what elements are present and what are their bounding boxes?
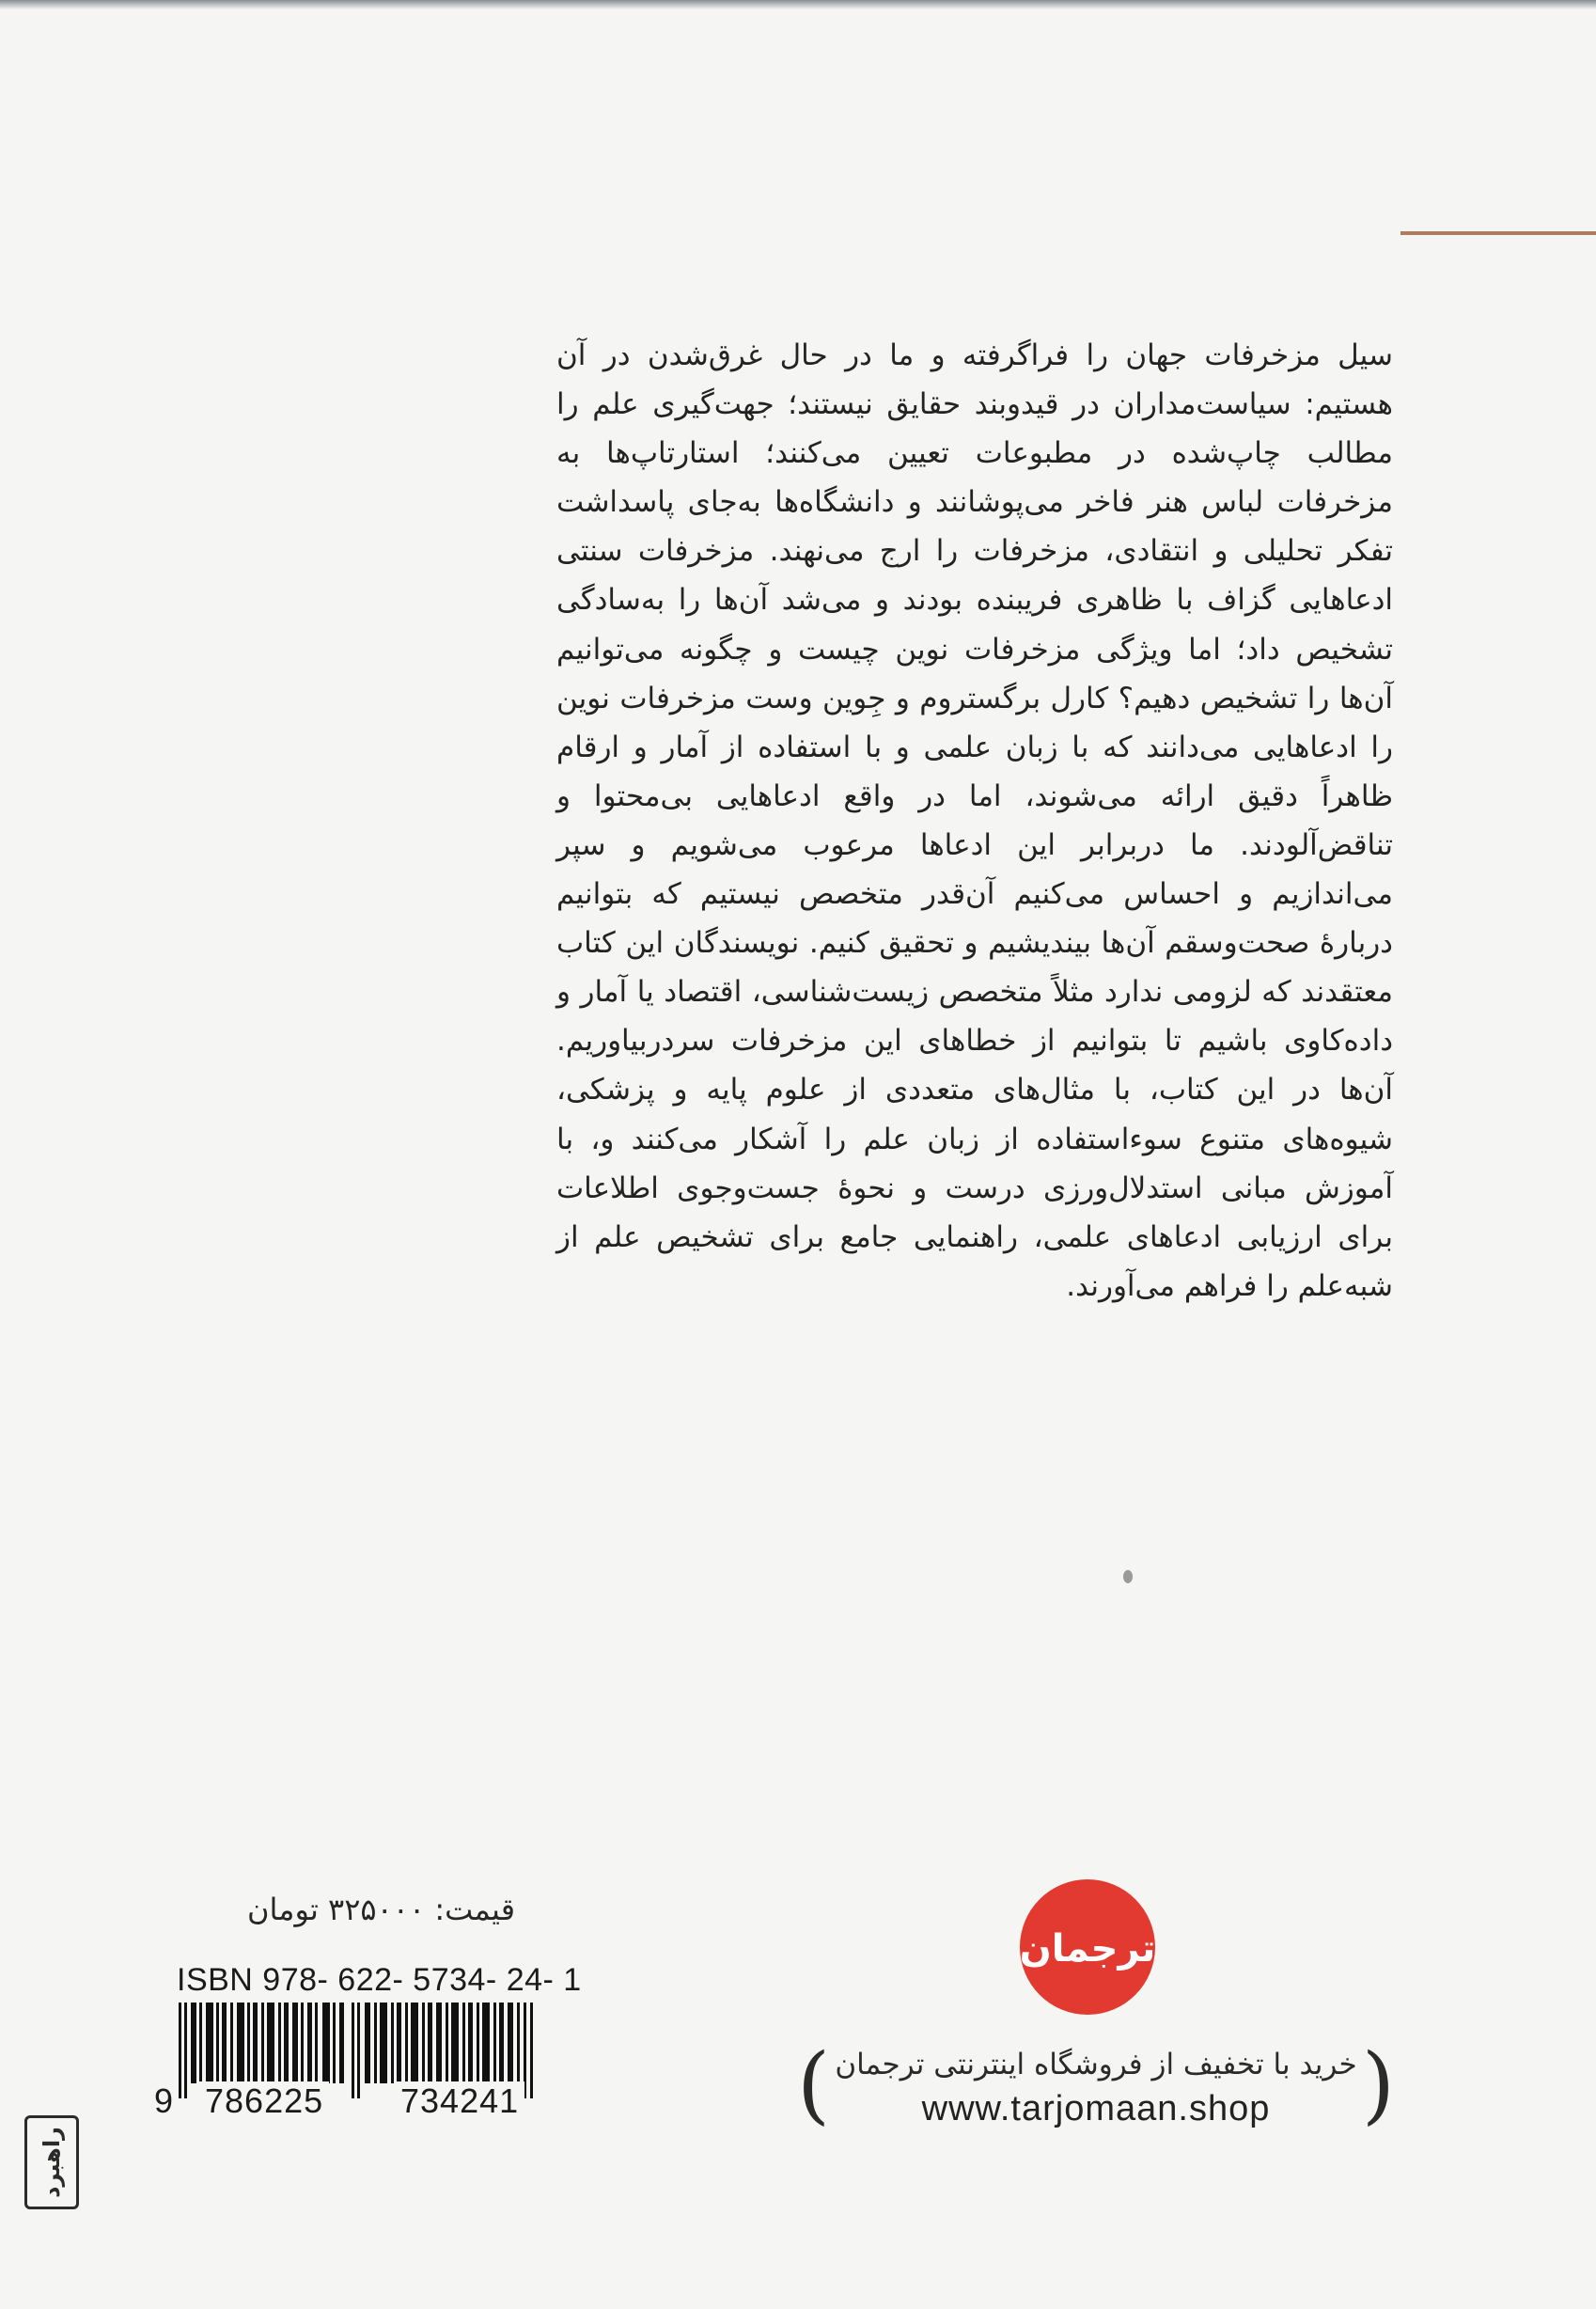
store-promo-text: خرید با تخفیف از فروشگاه اینترنتی ترجمان bbox=[835, 2048, 1357, 2081]
back-cover-blurb: سیل مزخرفات جهان را فراگرفته و ما در حال غرق‌شدن در آن هستیم: سیاست‌مداران در قیدوبند حقایق نیستند؛ جهت‌گیری علم را مطالب چاپ‌شده در مطبوعات تعیین می‌کنند؛ استارتاپ‌ها به مزخرفات لباس هنر فاخر می‌پوشانند و دانشگاه‌ها به‌جای پاسداشت تفکر تحلیلی و انتقادی، مزخرفات را ارج می‌نهند. مزخرفات سنتی ادعاهایی گزاف با ظاهری فریبنده بودند و می‌شد آن‌ها را به‌سادگی تشخیص داد؛ اما ویژگی مزخرفات نوین چیست و چگونه می‌توانیم آن‌ها را تشخیص دهیم؟ کارل برگستروم و جِوین وست مزخرفات نوین را ادعاهایی می‌دانند که با زبان علمی و با استفاده از آمار و ارقام ظاهراً دقیق ارائه می‌شوند، اما در واقع ادعاهایی بی‌محتوا و تناقض‌آلودند. ما دربرابر این ادعاها مرعوب می‌شویم و سپر می‌اندازیم و احساس می‌کنیم آن‌قدر متخصص نیستیم که بتوانیم دربارهٔ صحت‌وسقم آن‌ها بیندیشیم و تحقیق کنیم. نویسندگان این کتاب معتقدند که لزومی ندارد مثلاً متخصص زیست‌شناسی، اقتصاد یا آمار و داده‌کاوی باشیم تا بتوانیم از خطاهای این مزخرفات سردربیاوریم. آن‌ها در این کتاب، با مثال‌های متعددی از علوم پایه و پزشکی، شیوه‌های متنوع سوءاستفاده از زبان علم را آشکار می‌کنند و، با آموزش مبانی استدلال‌ورزی درست و نحوهٔ جست‌وجوی اطلاعات برای ارزیابی ادعاهای علمی، راهنمایی جامع برای تشخیص علم از شبه‌علم را فراهم می‌آورند. bbox=[556, 338, 1393, 1303]
store-url[interactable]: www.tarjomaan.shop bbox=[921, 2089, 1271, 2128]
store-promo bbox=[797, 2035, 1395, 2134]
publisher-logo bbox=[1017, 1877, 1158, 2018]
price-label: قیمت: ۳۲۵۰۰۰ تومان bbox=[247, 1892, 515, 1927]
top-edge bbox=[0, 0, 1596, 9]
publisher-badge bbox=[24, 2115, 79, 2209]
barcode-digits-right: 734241 bbox=[395, 2081, 524, 2121]
barcode-digits-left: 786225 bbox=[199, 2081, 329, 2121]
publisher-badge-text: راهبرد bbox=[39, 2127, 65, 2198]
right-parenthesis: ) bbox=[1361, 2035, 1395, 2134]
accent-line bbox=[1400, 231, 1596, 235]
left-parenthesis: ( bbox=[797, 2035, 831, 2134]
publisher-logo-text: ترجمان bbox=[1019, 1927, 1156, 1971]
barcode-lead-digit: 9 bbox=[154, 2081, 174, 2120]
print-speck bbox=[1123, 1570, 1133, 1583]
isbn-label: ISBN 978- 622- 5734- 24- 1 bbox=[177, 1962, 582, 1998]
